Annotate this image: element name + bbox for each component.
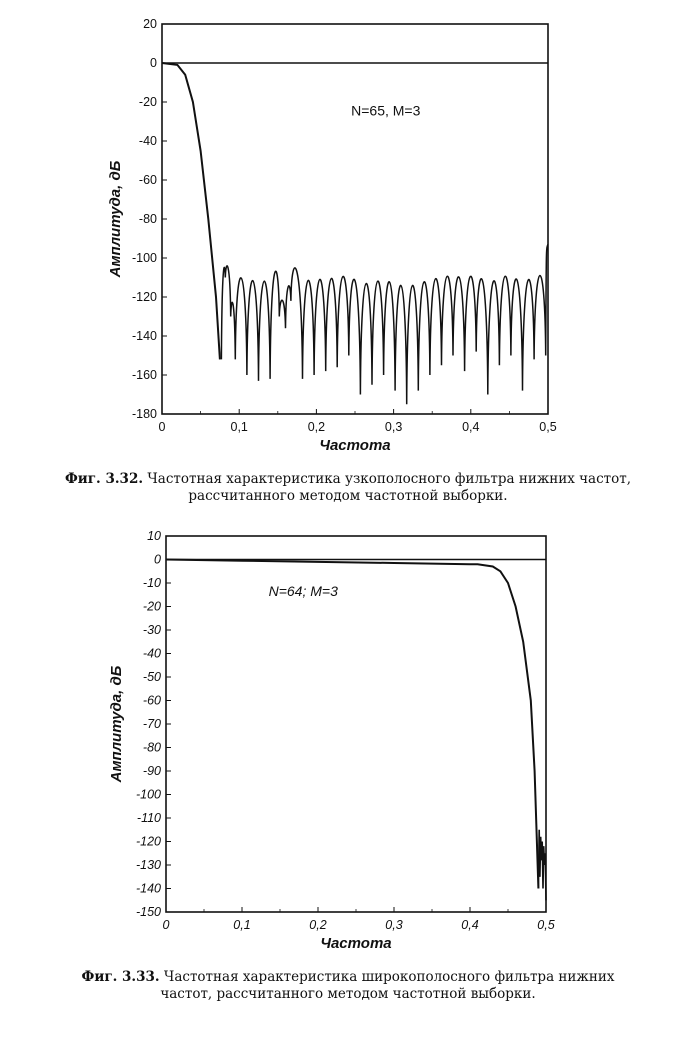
y-tick-label: -130	[135, 858, 161, 872]
y-axis-title: Амплитуда, дБ	[108, 665, 125, 783]
y-tick-label: -140	[131, 329, 157, 343]
x-tick-label: 0,4	[462, 420, 480, 434]
y-tick-label: 0	[150, 56, 157, 70]
y-tick-label: 20	[143, 17, 157, 31]
y-tick-label: -50	[142, 670, 161, 684]
y-tick-label: -110	[136, 811, 161, 825]
chart-3-32	[107, 17, 557, 454]
y-tick-label: -120	[131, 290, 157, 304]
x-tick-label: 0,4	[461, 918, 479, 932]
x-axis-title: Частота	[320, 935, 392, 952]
y-tick-label: -100	[135, 787, 161, 802]
x-tick-label: 0,2	[307, 420, 326, 434]
caption-line-2: частот, рассчитанного методом частотной выборки.	[160, 986, 536, 1002]
x-tick-label: 0	[162, 918, 170, 932]
parameter-annotation: N=64; M=3	[268, 583, 338, 600]
y-tick-label: 0	[154, 552, 161, 567]
y-tick-label: -160	[131, 368, 157, 382]
y-tick-label: -180	[131, 407, 157, 421]
x-tick-label: 0,5	[537, 918, 555, 932]
y-tick-label: 10	[147, 529, 161, 543]
stopband-ripple	[538, 830, 546, 901]
y-tick-label: -40	[138, 134, 157, 148]
x-tick-label: 0	[158, 420, 166, 434]
caption-line-2: рассчитанного методом частотной выборки.	[188, 488, 508, 504]
x-tick-label: 0,3	[385, 918, 403, 932]
caption-line-1: Частотная характеристика широкополосного фильтра нижних	[163, 969, 615, 985]
y-tick-label: -60	[142, 693, 161, 708]
x-tick-label: 0,3	[384, 420, 403, 434]
y-tick-label: -40	[142, 646, 161, 661]
y-tick-label: -20	[138, 95, 157, 109]
y-tick-label: -70	[142, 717, 161, 731]
plot-frame	[166, 536, 546, 912]
y-tick-label: -20	[142, 599, 161, 614]
x-tick-label: 0,1	[230, 420, 248, 434]
y-tick-label: -90	[142, 764, 161, 778]
passband-curve	[162, 63, 220, 359]
y-tick-label: -30	[142, 623, 161, 637]
caption-fig-3-32	[18, 471, 678, 505]
caption-label: Фиг. 3.32.	[64, 471, 144, 487]
y-tick-label: -80	[142, 740, 161, 755]
chart-3-33	[108, 529, 555, 952]
y-tick-label: -120	[135, 834, 161, 849]
x-tick-label: 0,2	[309, 918, 327, 932]
x-axis-title: Частота	[319, 437, 391, 454]
passband-curve	[166, 560, 538, 889]
y-tick-label: -140	[135, 881, 161, 896]
y-tick-label: -10	[142, 576, 161, 590]
y-axis-title: Амплитуда, дБ	[107, 160, 124, 278]
y-tick-label: -80	[138, 212, 157, 226]
y-tick-label: -100	[131, 251, 157, 265]
stopband-ripple	[221, 244, 548, 404]
parameter-annotation: N=65, M=3	[351, 102, 421, 119]
caption-fig-3-33	[18, 969, 678, 1003]
y-tick-label: -150	[135, 905, 161, 919]
x-tick-label: 0,1	[233, 918, 251, 932]
caption-line-1: Частотная характеристика узкополосного фильтра нижних частот,	[147, 471, 632, 487]
caption-label: Фиг. 3.33.	[81, 969, 160, 985]
x-tick-label: 0,5	[539, 420, 557, 434]
y-tick-label: -60	[138, 173, 157, 187]
